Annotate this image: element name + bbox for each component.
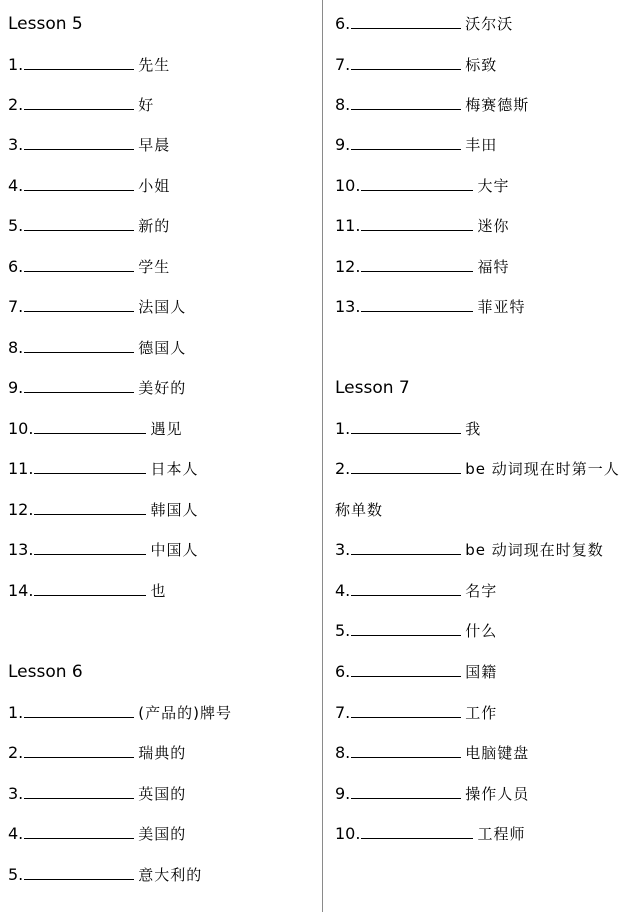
answer-blank[interactable] <box>361 176 473 191</box>
answer-blank[interactable] <box>24 743 134 758</box>
item-number: 9. <box>8 378 24 397</box>
item-number: 14. <box>8 581 34 600</box>
item-number: 11. <box>335 216 361 235</box>
item-meaning-continuation: 称单数 <box>335 501 384 519</box>
answer-blank[interactable] <box>361 216 473 231</box>
vocab-item <box>335 85 529 125</box>
vocab-item <box>8 328 186 368</box>
item-number: 5. <box>8 216 24 235</box>
answer-blank[interactable] <box>24 338 134 353</box>
item-meaning: 也 <box>150 582 167 600</box>
answer-blank[interactable] <box>24 135 134 150</box>
vocab-item <box>8 733 186 773</box>
answer-blank[interactable] <box>351 703 461 718</box>
vocab-item <box>335 693 497 733</box>
answer-blank[interactable] <box>24 176 134 191</box>
item-number: 6. <box>335 662 351 681</box>
item-meaning: 迷你 <box>477 217 510 235</box>
item-number: 7. <box>335 55 351 74</box>
item-meaning: 美国的 <box>138 825 187 843</box>
item-meaning: 国籍 <box>465 663 498 681</box>
answer-blank[interactable] <box>351 621 461 636</box>
item-number: 2. <box>8 95 24 114</box>
vocab-item <box>8 449 198 489</box>
item-meaning: 什么 <box>465 622 498 640</box>
vocab-item <box>8 45 170 85</box>
vocab-item <box>8 530 198 570</box>
vocab-item <box>335 733 529 773</box>
vocab-item <box>8 166 170 206</box>
item-meaning: 新的 <box>138 217 171 235</box>
item-number: 3. <box>8 784 24 803</box>
item-number: 5. <box>335 621 351 640</box>
item-number: 4. <box>8 176 24 195</box>
answer-blank[interactable] <box>34 419 146 434</box>
item-number: 8. <box>335 95 351 114</box>
item-meaning: 大宇 <box>477 177 510 195</box>
answer-blank[interactable] <box>361 297 473 312</box>
item-number: 8. <box>8 338 24 357</box>
vocab-item <box>335 530 604 570</box>
answer-blank[interactable] <box>34 459 146 474</box>
column-divider <box>322 0 323 912</box>
answer-blank[interactable] <box>24 824 134 839</box>
item-meaning: 名字 <box>465 582 498 600</box>
vocab-item <box>8 814 186 854</box>
item-meaning: 标致 <box>465 56 498 74</box>
vocab-item <box>8 855 202 895</box>
item-meaning: be 动词现在时复数 <box>465 541 604 559</box>
item-meaning: 意大利的 <box>138 866 203 884</box>
item-number: 1. <box>8 55 24 74</box>
vocab-item <box>8 206 170 246</box>
item-number: 4. <box>335 581 351 600</box>
item-number: 5. <box>8 865 24 884</box>
item-number: 12. <box>335 257 361 276</box>
item-number: 12. <box>8 500 34 519</box>
item-number: 10. <box>8 419 34 438</box>
answer-blank[interactable] <box>34 500 146 515</box>
item-number: 2. <box>335 459 351 478</box>
item-meaning: 沃尔沃 <box>465 15 514 33</box>
item-number: 13. <box>335 297 361 316</box>
item-number: 3. <box>335 540 351 559</box>
item-number: 1. <box>8 703 24 722</box>
item-number: 7. <box>8 297 24 316</box>
answer-blank[interactable] <box>351 540 461 555</box>
answer-blank[interactable] <box>24 95 134 110</box>
answer-blank[interactable] <box>351 95 461 110</box>
item-number: 7. <box>335 703 351 722</box>
item-number: 2. <box>8 743 24 762</box>
answer-blank[interactable] <box>24 216 134 231</box>
answer-blank[interactable] <box>24 378 134 393</box>
vocab-item <box>335 449 620 489</box>
item-meaning: (产品的)牌号 <box>138 704 232 722</box>
answer-blank[interactable] <box>351 459 461 474</box>
item-meaning: be 动词现在时第一人 <box>465 460 620 478</box>
item-number: 8. <box>335 743 351 762</box>
item-meaning: 电脑键盘 <box>465 744 530 762</box>
item-meaning: 早晨 <box>138 136 171 154</box>
answer-blank[interactable] <box>24 865 134 880</box>
answer-blank[interactable] <box>351 135 461 150</box>
item-number: 13. <box>8 540 34 559</box>
answer-blank[interactable] <box>351 14 461 29</box>
vocab-item <box>335 652 497 692</box>
answer-blank[interactable] <box>24 257 134 272</box>
vocab-item <box>335 409 481 449</box>
item-meaning: 瑞典的 <box>138 744 187 762</box>
item-number: 1. <box>335 419 351 438</box>
item-number: 3. <box>8 135 24 154</box>
item-meaning: 丰田 <box>465 136 498 154</box>
vocab-item <box>8 247 170 287</box>
vocab-item <box>335 166 509 206</box>
answer-blank[interactable] <box>34 581 146 596</box>
vocab-item <box>8 85 154 125</box>
item-meaning: 小姐 <box>138 177 171 195</box>
vocab-item <box>8 571 166 611</box>
item-number: 4. <box>8 824 24 843</box>
vocab-item <box>8 409 182 449</box>
item-meaning: 韩国人 <box>150 501 199 519</box>
answer-blank[interactable] <box>351 743 461 758</box>
answer-blank[interactable] <box>351 55 461 70</box>
answer-blank[interactable] <box>34 540 146 555</box>
item-number: 9. <box>335 784 351 803</box>
vocab-item <box>335 45 497 85</box>
item-meaning: 遇见 <box>150 420 183 438</box>
item-number: 6. <box>335 14 351 33</box>
vocab-item <box>8 774 186 814</box>
item-meaning: 我 <box>465 420 482 438</box>
answer-blank[interactable] <box>351 662 461 677</box>
answer-blank[interactable] <box>351 581 461 596</box>
vocab-item <box>8 287 186 327</box>
vocab-item <box>335 571 497 611</box>
item-meaning: 操作人员 <box>465 785 530 803</box>
vocab-item <box>335 4 513 44</box>
item-number: 10. <box>335 176 361 195</box>
vocab-item <box>335 247 509 287</box>
item-meaning: 英国的 <box>138 785 187 803</box>
vocab-item <box>335 774 529 814</box>
item-meaning: 菲亚特 <box>477 298 526 316</box>
item-meaning: 日本人 <box>150 460 199 478</box>
item-meaning: 工程师 <box>477 825 526 843</box>
item-meaning: 梅赛德斯 <box>465 96 530 114</box>
answer-blank[interactable] <box>351 419 461 434</box>
vocab-item <box>8 125 170 165</box>
answer-blank[interactable] <box>24 703 134 718</box>
answer-blank[interactable] <box>351 784 461 799</box>
item-meaning: 法国人 <box>138 298 187 316</box>
item-meaning: 好 <box>138 96 155 114</box>
answer-blank[interactable] <box>24 55 134 70</box>
vocab-item <box>8 490 198 530</box>
item-number: 6. <box>8 257 24 276</box>
lesson6-heading: Lesson 6 <box>8 662 83 682</box>
vocab-item <box>335 287 525 327</box>
vocab-item <box>335 125 497 165</box>
item-meaning: 德国人 <box>138 339 187 357</box>
item-meaning: 先生 <box>138 56 171 74</box>
vocab-item <box>335 611 497 651</box>
item-number: 11. <box>8 459 34 478</box>
item-meaning: 工作 <box>465 704 498 722</box>
lesson7-heading: Lesson 7 <box>335 378 410 398</box>
answer-blank[interactable] <box>24 297 134 312</box>
item-number: 10. <box>335 824 361 843</box>
vocab-item <box>335 206 509 246</box>
lesson5-heading: Lesson 5 <box>8 14 83 34</box>
vocab-item <box>8 693 232 733</box>
item-meaning: 学生 <box>138 258 171 276</box>
item-number: 9. <box>335 135 351 154</box>
vocab-item <box>335 814 525 854</box>
item-meaning: 中国人 <box>150 541 199 559</box>
item-meaning: 美好的 <box>138 379 187 397</box>
answer-blank[interactable] <box>361 824 473 839</box>
item-meaning: 福特 <box>477 258 510 276</box>
answer-blank[interactable] <box>361 257 473 272</box>
vocab-item <box>8 368 186 408</box>
answer-blank[interactable] <box>24 784 134 799</box>
